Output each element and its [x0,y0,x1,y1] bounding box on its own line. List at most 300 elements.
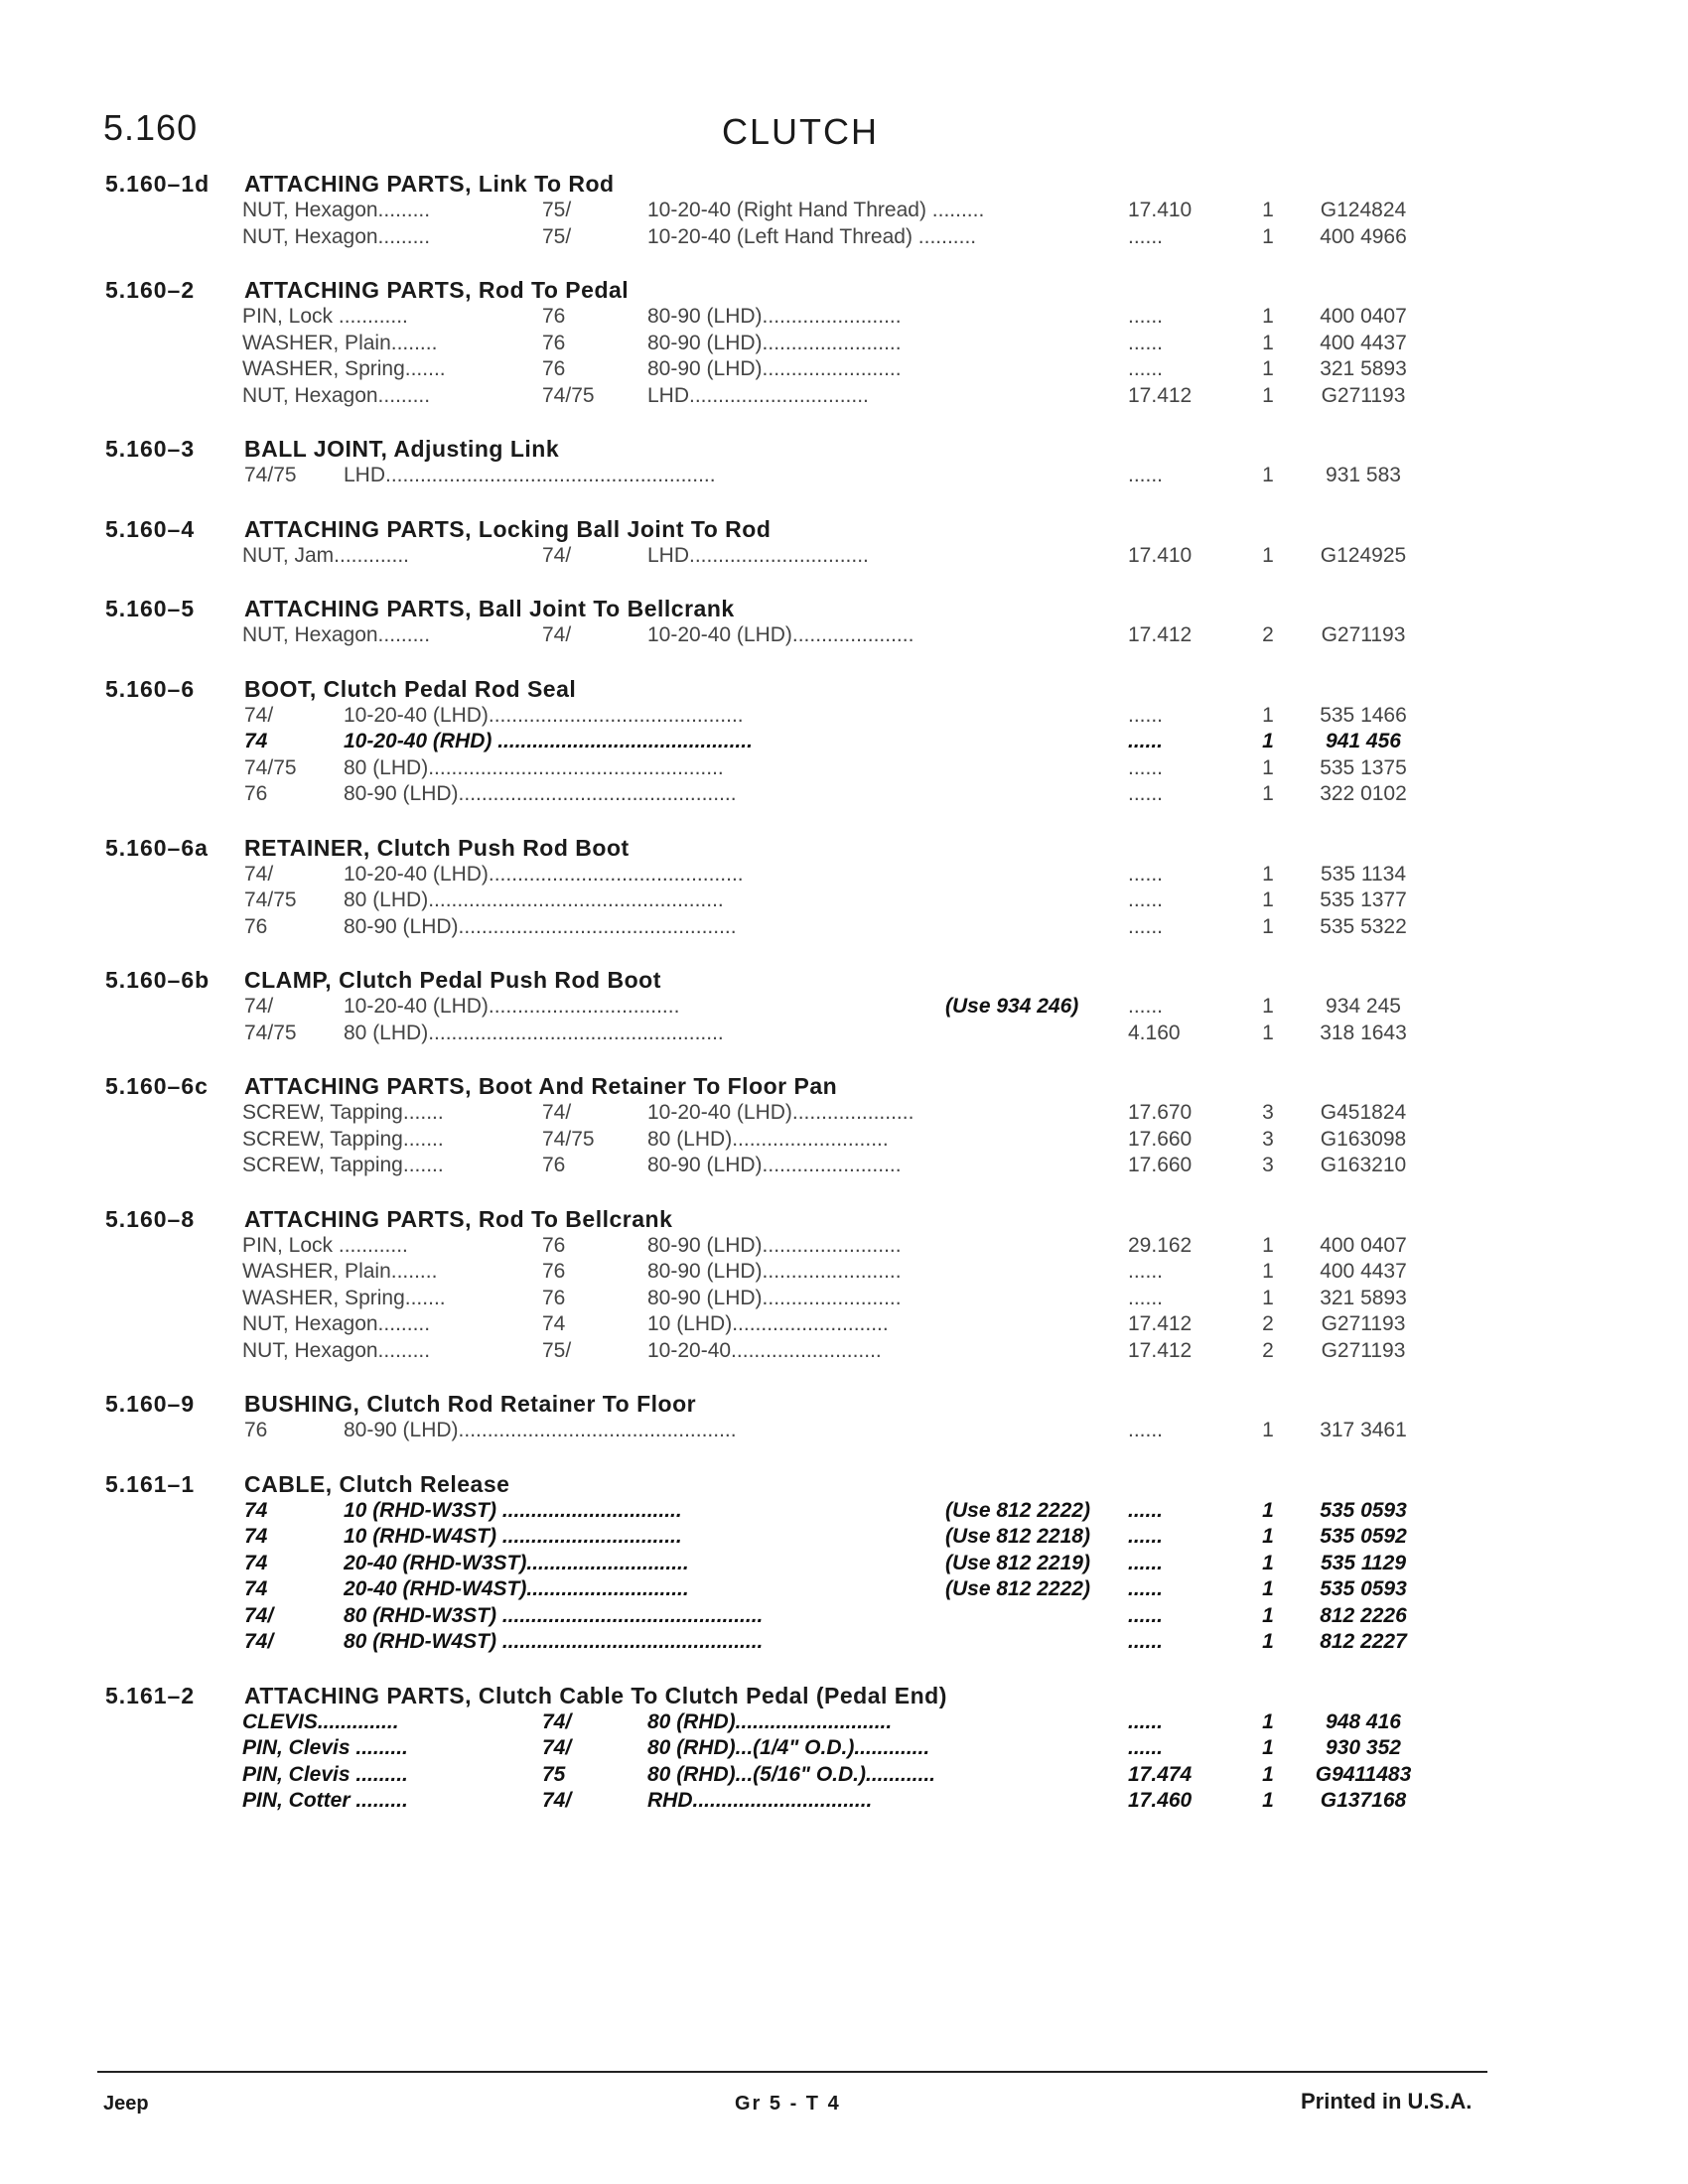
part-description: 80-90 (LHD)........................ [647,331,902,354]
quantity: 1 [1262,862,1274,886]
quantity: 1 [1262,383,1274,407]
section-header [0,1469,1688,1499]
part-description: 80-90 (LHD)........................ [647,1286,902,1309]
section-number: 5.160–2 [105,277,196,303]
quantity: 2 [1262,623,1274,646]
part-name: SCREW, Tapping....... [242,1154,444,1176]
model-code: 76 [542,305,566,328]
reference-number: 17.460 [1128,1789,1193,1812]
reference-number: ...... [1128,1551,1164,1574]
footer-group-ref: Gr 5 - T 4 [735,2093,841,2115]
part-row [0,756,1688,783]
part-name: PIN, Lock ............ [242,305,408,328]
part-row [0,995,1688,1022]
reference-number: 17.410 [1128,199,1193,221]
part-description: 80-90 (LHD)........................ [647,357,902,380]
model-code: 74/ [542,1709,572,1733]
quantity: 1 [1262,543,1274,567]
part-description: 80 (RHD)...(5/16" O.D.)............ [647,1762,936,1786]
part-row [0,915,1688,942]
model-code: 76 [542,331,566,354]
part-description: 10-20-40 (LHD)..................... [647,1101,914,1124]
part-row [0,1128,1688,1155]
quantity: 1 [1262,1709,1274,1733]
part-description: 80 (LHD)................................................... [344,888,724,911]
quantity: 1 [1262,224,1274,248]
part-row [0,225,1688,252]
parts-section [0,833,1688,942]
parts-section [0,965,1688,1047]
model-code: 75/ [542,199,572,221]
model-code: 75/ [542,224,572,248]
part-row [0,1789,1688,1816]
model-code: 74/75 [244,888,297,911]
section-title: ATTACHING PARTS, Rod To Pedal [244,277,630,303]
part-name: WASHER, Plain........ [242,1260,438,1283]
section-number: 5.161–1 [105,1470,196,1497]
reference-number: 17.660 [1128,1127,1193,1151]
quantity: 1 [1262,1419,1274,1441]
part-name: NUT, Jam............. [242,543,410,567]
reference-number: ...... [1128,357,1164,380]
section-header [0,1389,1688,1419]
page-title: CLUTCH [722,111,880,152]
replacement-note: (Use 934 246) [945,995,1079,1018]
parts-section [0,434,1688,490]
model-code: 74/75 [542,383,595,407]
part-row [0,1154,1688,1180]
replacement-note: (Use 812 2222) [945,1498,1090,1522]
part-description: 80-90 (LHD)........................ [647,305,902,328]
quantity: 1 [1262,914,1274,938]
part-number: G124925 [1320,543,1407,567]
quantity: 1 [1262,199,1274,221]
model-code: 76 [542,1154,566,1176]
part-row [0,1287,1688,1313]
part-number: 400 0407 [1320,1233,1407,1257]
reference-number: ...... [1128,464,1164,486]
model-code: 76 [244,914,268,938]
section-number: 5.160–8 [105,1205,196,1232]
quantity: 1 [1262,1498,1274,1522]
model-code: 75 [542,1762,566,1786]
quantity: 1 [1262,464,1274,486]
part-number: 535 1466 [1320,703,1407,727]
part-row [0,1260,1688,1287]
model-code: 74 [244,1577,268,1600]
footer-divider [97,2071,1487,2073]
reference-number: ...... [1128,703,1164,727]
part-description: LHD......................................................... [344,464,716,486]
model-code: 74 [542,1312,566,1335]
part-name: NUT, Hexagon......... [242,1312,431,1335]
part-description: 20-40 (RHD-W4ST)............................ [344,1577,689,1600]
section-number: 5.160–1d [105,171,211,197]
reference-number: ...... [1128,1260,1164,1283]
part-description: 10-20-40 (LHD)................................. [344,995,680,1018]
section-header [0,1204,1688,1234]
section-title: BOOT, Clutch Pedal Rod Seal [244,675,577,702]
part-description: 80 (LHD)................................................... [344,1021,724,1044]
part-number: G163098 [1320,1127,1407,1151]
quantity: 1 [1262,703,1274,727]
part-row [0,464,1688,490]
model-code: 74/75 [244,1021,297,1044]
part-row [0,1525,1688,1552]
quantity: 1 [1262,1286,1274,1309]
reference-number: 17.670 [1128,1101,1193,1124]
quantity: 1 [1262,995,1274,1018]
part-number: 535 0593 [1320,1577,1407,1600]
part-description: 10-20-40 (Right Hand Thread) ......... [647,199,985,221]
part-description: 10-20-40 (LHD)............................................ [344,703,744,727]
model-code: 75/ [542,1338,572,1362]
part-row [0,305,1688,332]
section-title: ATTACHING PARTS, Clutch Cable To Clutch Pedal (Pedal End) [244,1682,947,1708]
part-name: SCREW, Tapping....... [242,1127,444,1151]
reference-number: ...... [1128,1525,1164,1548]
part-row [0,1710,1688,1737]
part-description: 80-90 (LHD)........................ [647,1233,902,1257]
part-description: 10 (RHD-W4ST) ............................... [344,1525,682,1548]
quantity: 1 [1262,1762,1274,1786]
section-title: CABLE, Clutch Release [244,1470,510,1497]
quantity: 1 [1262,1603,1274,1627]
part-number: 535 0593 [1320,1498,1407,1522]
part-description: 80-90 (LHD)........................ [647,1154,902,1176]
model-code: 74/ [542,1789,572,1812]
part-row [0,1736,1688,1763]
reference-number: 17.660 [1128,1154,1193,1176]
part-description: 80 (LHD)................................................... [344,755,724,779]
part-row [0,1312,1688,1339]
reference-number: ...... [1128,1577,1164,1600]
quantity: 1 [1262,888,1274,911]
part-description: 80 (RHD)........................... [647,1709,893,1733]
part-number: 535 5322 [1320,914,1407,938]
part-name: NUT, Hexagon......... [242,383,431,407]
reference-number: ...... [1128,1419,1164,1441]
reference-number: 17.412 [1128,1312,1193,1335]
part-number: 535 1134 [1320,862,1407,886]
reference-number: ...... [1128,1630,1164,1653]
model-code: 74/ [542,1101,572,1124]
parts-list [0,169,1688,1840]
part-name: NUT, Hexagon......... [242,224,431,248]
part-description: 10-20-40 (Left Hand Thread) .......... [647,224,977,248]
part-description: 10-20-40 (RHD) ............................................ [344,730,753,752]
parts-section [0,594,1688,650]
reference-number: 17.412 [1128,1338,1193,1362]
reference-number: ...... [1128,1603,1164,1627]
part-description: 10-20-40.......................... [647,1338,882,1362]
reference-number: ...... [1128,331,1164,354]
quantity: 3 [1262,1154,1274,1176]
parts-section [0,1071,1688,1180]
part-name: PIN, Cotter ......... [242,1789,408,1812]
quantity: 3 [1262,1127,1274,1151]
section-header [0,434,1688,464]
part-number: 321 5893 [1320,357,1407,380]
reference-number: ...... [1128,1709,1164,1733]
reference-number: ...... [1128,862,1164,886]
quantity: 2 [1262,1338,1274,1362]
quantity: 1 [1262,305,1274,328]
part-number: 400 4437 [1320,1260,1407,1283]
part-number: 535 1377 [1320,888,1407,911]
part-row [0,704,1688,731]
section-number: 5.160–3 [105,436,196,462]
quantity: 1 [1262,1789,1274,1812]
reference-number: ...... [1128,730,1164,752]
part-number: 930 352 [1326,1736,1401,1759]
part-description: 80 (LHD)........................... [647,1127,889,1151]
reference-number: 17.412 [1128,383,1193,407]
part-number: G451824 [1320,1101,1407,1124]
quantity: 1 [1262,357,1274,380]
part-description: 80-90 (LHD)........................ [647,1260,902,1283]
part-name: PIN, Clevis ......... [242,1762,408,1786]
model-code: 74/75 [244,755,297,779]
part-name: NUT, Hexagon......... [242,199,431,221]
part-number: 948 416 [1326,1709,1401,1733]
model-code: 74 [244,1498,268,1522]
part-description: 10-20-40 (LHD)............................................ [344,862,744,886]
part-row [0,1763,1688,1790]
model-code: 76 [542,1233,566,1257]
reference-number: ...... [1128,1498,1164,1522]
reference-number: 17.412 [1128,623,1193,646]
quantity: 1 [1262,1551,1274,1574]
part-row [0,1022,1688,1048]
part-description: 10 (RHD-W3ST) ............................... [344,1498,682,1522]
part-number: 322 0102 [1320,782,1407,805]
section-header [0,514,1688,544]
section-header [0,1681,1688,1710]
reference-number: ...... [1128,888,1164,911]
part-number: 318 1643 [1320,1021,1407,1044]
part-name: NUT, Hexagon......... [242,1338,431,1362]
model-code: 76 [244,782,268,805]
section-title: BUSHING, Clutch Rod Retainer To Floor [244,1391,697,1417]
part-number: 812 2226 [1320,1603,1407,1627]
quantity: 1 [1262,730,1274,752]
part-number: G271193 [1321,1312,1406,1335]
quantity: 1 [1262,1233,1274,1257]
quantity: 1 [1262,1577,1274,1600]
part-description: 80 (RHD-W3ST) ............................................. [344,1603,764,1627]
section-header [0,674,1688,704]
part-description: LHD............................... [647,383,869,407]
part-row [0,384,1688,411]
section-header [0,833,1688,863]
section-title: BALL JOINT, Adjusting Link [244,436,560,462]
reference-number: 17.410 [1128,543,1193,567]
quantity: 3 [1262,1101,1274,1124]
section-header [0,1071,1688,1101]
quantity: 1 [1262,1260,1274,1283]
reference-number: ...... [1128,1286,1164,1309]
footer-printed: Printed in U.S.A. [1301,2089,1473,2114]
part-number: 317 3461 [1320,1419,1407,1441]
model-code: 74/ [542,543,572,567]
part-description: RHD............................... [647,1789,873,1812]
part-name: PIN, Clevis ......... [242,1736,408,1759]
part-name: WASHER, Plain........ [242,331,438,354]
part-row [0,544,1688,571]
section-number: 5.160–5 [105,596,196,621]
model-code: 74/ [542,623,572,646]
quantity: 1 [1262,1021,1274,1044]
section-number: 5.160–6c [105,1073,209,1099]
part-row [0,1101,1688,1128]
part-description: 80-90 (LHD)................................................ [344,782,737,805]
part-name: CLEVIS.............. [242,1709,399,1733]
part-number: 400 0407 [1320,305,1407,328]
section-header [0,169,1688,199]
section-header [0,965,1688,995]
part-number: 321 5893 [1320,1286,1407,1309]
section-header [0,594,1688,623]
part-row [0,888,1688,915]
model-code: 74 [244,1525,268,1548]
parts-section [0,169,1688,251]
model-code: 74/ [244,995,274,1018]
reference-number: ...... [1128,995,1164,1018]
section-title: CLAMP, Clutch Pedal Push Rod Boot [244,967,661,993]
part-row [0,357,1688,384]
part-description: LHD............................... [647,543,869,567]
page-number: 5.160 [103,107,199,148]
part-row [0,863,1688,889]
part-name: SCREW, Tapping....... [242,1101,444,1124]
reference-number: ...... [1128,224,1164,248]
part-number: G9411483 [1315,1762,1412,1786]
model-code: 74/75 [244,464,297,486]
part-row [0,1577,1688,1604]
quantity: 1 [1262,1630,1274,1653]
section-number: 5.161–2 [105,1682,196,1708]
parts-section [0,1681,1688,1816]
part-row [0,782,1688,809]
part-number: 812 2227 [1320,1630,1407,1653]
part-number: 400 4437 [1320,331,1407,354]
section-number: 5.160–6 [105,675,196,702]
part-row [0,1234,1688,1261]
reference-number: ...... [1128,914,1164,938]
model-code: 74/ [542,1736,572,1759]
part-row [0,199,1688,225]
part-number: 934 245 [1326,995,1401,1018]
section-number: 5.160–6b [105,967,211,993]
section-title: ATTACHING PARTS, Locking Ball Joint To Rod [244,515,772,542]
reference-number: 17.474 [1128,1762,1193,1786]
part-number: 400 4966 [1320,224,1407,248]
part-description: 80-90 (LHD)................................................ [344,914,737,938]
section-title: ATTACHING PARTS, Ball Joint To Bellcrank [244,596,735,621]
replacement-note: (Use 812 2218) [945,1525,1090,1548]
part-row [0,730,1688,756]
part-row [0,623,1688,650]
part-name: WASHER, Spring....... [242,1286,446,1309]
model-code: 74/ [244,1630,274,1653]
section-title: ATTACHING PARTS, Link To Rod [244,171,615,197]
part-row [0,1339,1688,1366]
part-number: G271193 [1321,383,1406,407]
model-code: 76 [542,1260,566,1283]
section-number: 5.160–9 [105,1391,196,1417]
reference-number: 4.160 [1128,1021,1181,1044]
part-description: 20-40 (RHD-W3ST)............................ [344,1551,689,1574]
section-header [0,275,1688,305]
part-description: 80 (RHD)...(1/4" O.D.)............. [647,1736,930,1759]
section-number: 5.160–4 [105,515,196,542]
reference-number: ...... [1128,782,1164,805]
section-title: ATTACHING PARTS, Boot And Retainer To Floor Pan [244,1073,838,1099]
model-code: 74 [244,1551,268,1574]
model-code: 74/ [244,862,274,886]
section-number: 5.160–6a [105,834,209,861]
quantity: 2 [1262,1312,1274,1335]
part-row [0,1630,1688,1657]
part-number: G124824 [1320,199,1407,221]
part-number: 931 583 [1326,464,1401,486]
section-title: ATTACHING PARTS, Rod To Bellcrank [244,1205,673,1232]
parts-section [0,1389,1688,1445]
parts-section [0,514,1688,571]
reference-number: ...... [1128,1736,1164,1759]
model-code: 74 [244,730,268,752]
part-row [0,1552,1688,1578]
part-name: WASHER, Spring....... [242,357,446,380]
model-code: 76 [244,1419,268,1441]
part-description: 80-90 (LHD)................................................ [344,1419,737,1441]
model-code: 74/ [244,703,274,727]
model-code: 76 [542,1286,566,1309]
part-description: 10 (LHD)........................... [647,1312,889,1335]
parts-section [0,275,1688,410]
part-row [0,332,1688,358]
part-number: G163210 [1320,1154,1407,1176]
parts-section [0,674,1688,809]
part-name: NUT, Hexagon......... [242,623,431,646]
quantity: 1 [1262,755,1274,779]
quantity: 1 [1262,782,1274,805]
part-row [0,1419,1688,1445]
replacement-note: (Use 812 2222) [945,1577,1090,1600]
model-code: 74/75 [542,1127,595,1151]
model-code: 74/ [244,1603,274,1627]
part-number: G271193 [1321,1338,1406,1362]
part-number: 535 1375 [1320,755,1407,779]
quantity: 1 [1262,1525,1274,1548]
part-number: 535 0592 [1320,1525,1407,1548]
part-description: 10-20-40 (LHD)..................... [647,623,914,646]
reference-number: ...... [1128,305,1164,328]
part-number: 941 456 [1326,730,1401,752]
quantity: 1 [1262,1736,1274,1759]
reference-number: ...... [1128,755,1164,779]
part-description: 80 (RHD-W4ST) ............................................. [344,1630,764,1653]
parts-section [0,1204,1688,1366]
part-number: 535 1129 [1320,1551,1407,1574]
part-row [0,1499,1688,1526]
reference-number: 29.162 [1128,1233,1193,1257]
parts-section [0,1469,1688,1657]
replacement-note: (Use 812 2219) [945,1551,1090,1574]
model-code: 76 [542,357,566,380]
part-name: PIN, Lock ............ [242,1233,408,1257]
